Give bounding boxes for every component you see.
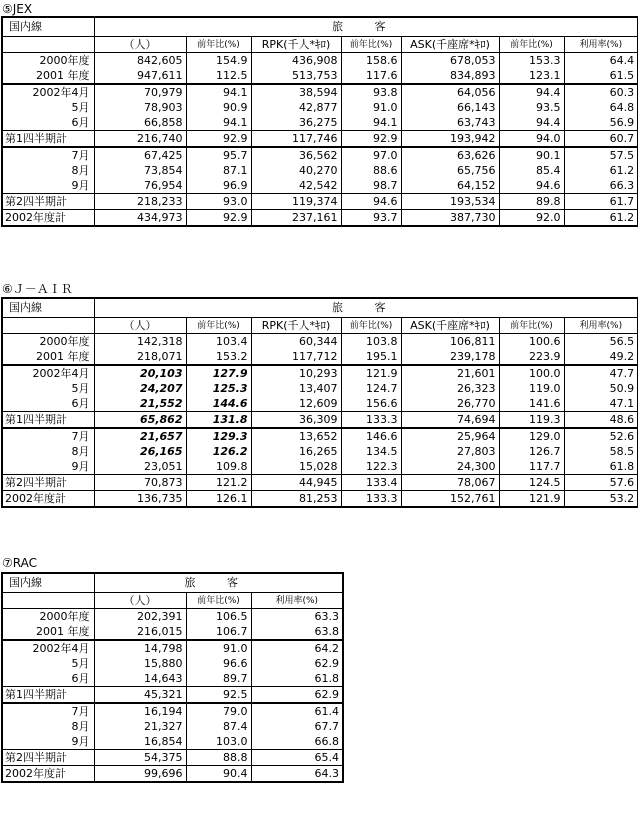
row-label: 第1四半期計 — [2, 412, 94, 429]
table-cell: 54,375 — [94, 750, 186, 766]
table-cell: 78,903 — [94, 100, 186, 115]
table-cell: 36,309 — [251, 412, 341, 429]
col-header: 前年比(%) — [341, 37, 401, 53]
table-row — [2, 178, 638, 194]
table-cell: 124.7 — [341, 381, 401, 396]
table-cell: 60.3 — [564, 84, 638, 100]
table-cell: 121.9 — [341, 365, 401, 381]
table-cell: 156.6 — [341, 396, 401, 412]
table-cell: 20,103 — [94, 365, 186, 381]
table-cell: 146.6 — [341, 428, 401, 444]
row-label: 6月 — [2, 396, 94, 412]
table-cell: 57.5 — [564, 147, 638, 163]
table-cell: 66.8 — [251, 734, 343, 750]
col-header: （人） — [94, 318, 186, 334]
table-cell: 142,318 — [94, 334, 186, 350]
table-cell: 79.0 — [186, 703, 251, 719]
table-row — [2, 131, 638, 148]
row-label: 2001 年度 — [2, 68, 94, 84]
row-label: 2001 年度 — [2, 624, 94, 640]
col-header: 前年比(%) — [186, 593, 251, 609]
table-cell: 21,601 — [401, 365, 499, 381]
table-row — [2, 349, 638, 365]
table-cell: 93.5 — [499, 100, 564, 115]
row-label: 7月 — [2, 147, 94, 163]
table-cell: 93.7 — [341, 210, 401, 227]
row-label: 2002年度計 — [2, 491, 94, 508]
table-cell: 98.7 — [341, 178, 401, 194]
table-cell: 15,880 — [94, 656, 186, 671]
table-cell: 195.1 — [341, 349, 401, 365]
table-cell: 136,735 — [94, 491, 186, 508]
table-cell: 237,161 — [251, 210, 341, 227]
col-header: 前年比(%) — [341, 318, 401, 334]
row-header: 国内線 — [2, 17, 94, 37]
table-cell: 92.9 — [341, 131, 401, 148]
row-label: 2000年度 — [2, 53, 94, 69]
table-cell: 126.7 — [499, 444, 564, 459]
row-label: 2000年度 — [2, 609, 94, 625]
col-header: RPK(千人*ｷﾛ) — [251, 318, 341, 334]
table-row — [2, 475, 638, 491]
section-title-rac: ⑦RAC — [2, 556, 37, 570]
row-label: 5月 — [2, 100, 94, 115]
table-cell: 126.2 — [186, 444, 251, 459]
table-cell: 94.1 — [341, 115, 401, 131]
row-header: 国内線 — [2, 573, 94, 593]
table-cell: 96.6 — [186, 656, 251, 671]
table-cell: 436,908 — [251, 53, 341, 69]
table-row — [2, 703, 343, 719]
table-cell: 92.9 — [186, 131, 251, 148]
row-label: 7月 — [2, 428, 94, 444]
col-header: RPK(千人*ｷﾛ) — [251, 37, 341, 53]
table-row — [2, 68, 638, 84]
table-row — [2, 609, 343, 625]
col-header: 前年比(%) — [499, 37, 564, 53]
row-label: 第2四半期計 — [2, 475, 94, 491]
table-cell: 61.7 — [564, 194, 638, 210]
table-cell: 131.8 — [186, 412, 251, 429]
table-cell: 218,233 — [94, 194, 186, 210]
table-cell: 42,542 — [251, 178, 341, 194]
table-row — [2, 396, 638, 412]
table-cell: 88.8 — [186, 750, 251, 766]
table-row — [2, 428, 638, 444]
table-cell: 121.2 — [186, 475, 251, 491]
table-row — [2, 163, 638, 178]
row-label: 第1四半期計 — [2, 687, 94, 704]
table-cell: 87.1 — [186, 163, 251, 178]
table-row — [2, 491, 638, 508]
table-cell: 16,265 — [251, 444, 341, 459]
table-cell: 67,425 — [94, 147, 186, 163]
row-label: 9月 — [2, 459, 94, 475]
table-cell: 15,028 — [251, 459, 341, 475]
row-label: 5月 — [2, 381, 94, 396]
table-row — [2, 734, 343, 750]
table-cell: 112.5 — [186, 68, 251, 84]
table-cell: 126.1 — [186, 491, 251, 508]
table-cell: 123.1 — [499, 68, 564, 84]
col-header: ASK(千座席*ｷﾛ) — [401, 37, 499, 53]
table-cell: 121.9 — [499, 491, 564, 508]
row-label: 2002年度計 — [2, 766, 94, 783]
table-cell: 117.7 — [499, 459, 564, 475]
table-cell: 63,626 — [401, 147, 499, 163]
row-label: 2002年4月 — [2, 84, 94, 100]
table-cell: 119.0 — [499, 381, 564, 396]
table-cell: 842,605 — [94, 53, 186, 69]
table-cell: 66,858 — [94, 115, 186, 131]
table-cell: 27,803 — [401, 444, 499, 459]
table-cell: 60.7 — [564, 131, 638, 148]
row-header: 国内線 — [2, 298, 94, 318]
table-cell: 64,056 — [401, 84, 499, 100]
table-cell: 61.2 — [564, 163, 638, 178]
table-row — [2, 412, 638, 429]
table-cell: 153.3 — [499, 53, 564, 69]
table-row — [2, 624, 343, 640]
col-header: 利用率(%) — [251, 593, 343, 609]
table-row — [2, 365, 638, 381]
table-cell: 124.5 — [499, 475, 564, 491]
table-cell: 103.0 — [186, 734, 251, 750]
table-cell: 58.5 — [564, 444, 638, 459]
table-cell: 36,562 — [251, 147, 341, 163]
row-label: 2001 年度 — [2, 349, 94, 365]
table-cell: 513,753 — [251, 68, 341, 84]
table-cell: 61.2 — [564, 210, 638, 227]
table-row — [2, 53, 638, 69]
table-cell: 76,954 — [94, 178, 186, 194]
table-cell: 13,407 — [251, 381, 341, 396]
table-cell: 21,327 — [94, 719, 186, 734]
row-label: 2000年度 — [2, 334, 94, 350]
table-cell: 24,207 — [94, 381, 186, 396]
table-cell: 67.7 — [251, 719, 343, 734]
table-cell: 106.5 — [186, 609, 251, 625]
table-cell: 91.0 — [186, 640, 251, 656]
rac-table — [1, 572, 344, 783]
table-cell: 94.6 — [499, 178, 564, 194]
table-cell: 92.5 — [186, 687, 251, 704]
table-cell: 90.1 — [499, 147, 564, 163]
table-cell: 74,694 — [401, 412, 499, 429]
table-row — [2, 210, 638, 227]
table-cell: 94.6 — [341, 194, 401, 210]
table-cell: 64,152 — [401, 178, 499, 194]
table-cell: 62.9 — [251, 656, 343, 671]
table-cell: 193,534 — [401, 194, 499, 210]
table-cell: 45,321 — [94, 687, 186, 704]
row-label: 第1四半期計 — [2, 131, 94, 148]
row-label: 8月 — [2, 163, 94, 178]
row-label: 7月 — [2, 703, 94, 719]
table-cell: 63.3 — [251, 609, 343, 625]
table-cell: 42,877 — [251, 100, 341, 115]
row-label: 第2四半期計 — [2, 194, 94, 210]
table-cell: 61.8 — [564, 459, 638, 475]
table-cell: 97.0 — [341, 147, 401, 163]
table-cell: 62.9 — [251, 687, 343, 704]
col-header: （人） — [94, 593, 186, 609]
table-cell: 65,756 — [401, 163, 499, 178]
row-label: 8月 — [2, 719, 94, 734]
table-cell: 90.9 — [186, 100, 251, 115]
row-label: 8月 — [2, 444, 94, 459]
table-row — [2, 115, 638, 131]
table-cell: 216,015 — [94, 624, 186, 640]
col-header: （人） — [94, 37, 186, 53]
table-cell: 93.8 — [341, 84, 401, 100]
table-cell: 44,945 — [251, 475, 341, 491]
table-row — [2, 656, 343, 671]
row-label: 6月 — [2, 115, 94, 131]
table-cell: 21,657 — [94, 428, 186, 444]
table-cell: 66,143 — [401, 100, 499, 115]
table-cell: 66.3 — [564, 178, 638, 194]
table-cell: 61.8 — [251, 671, 343, 687]
table-cell: 89.7 — [186, 671, 251, 687]
table-cell: 10,293 — [251, 365, 341, 381]
table-cell: 152,761 — [401, 491, 499, 508]
table-cell: 387,730 — [401, 210, 499, 227]
table-cell: 90.4 — [186, 766, 251, 783]
table-cell: 91.0 — [341, 100, 401, 115]
row-label: 6月 — [2, 671, 94, 687]
table-cell: 94.0 — [499, 131, 564, 148]
table-cell: 117,712 — [251, 349, 341, 365]
table-cell: 127.9 — [186, 365, 251, 381]
table-cell: 13,652 — [251, 428, 341, 444]
table-cell: 117.6 — [341, 68, 401, 84]
table-row — [2, 459, 638, 475]
table-cell: 202,391 — [94, 609, 186, 625]
row-label: 5月 — [2, 656, 94, 671]
table-cell: 53.2 — [564, 491, 638, 508]
table-cell: 47.1 — [564, 396, 638, 412]
table-cell: 122.3 — [341, 459, 401, 475]
table-cell: 218,071 — [94, 349, 186, 365]
col-header: 利用率(%) — [564, 37, 638, 53]
table-cell: 61.5 — [564, 68, 638, 84]
section-title-jair: ⑥Ｊ－ＡＩＲ — [2, 282, 73, 296]
table-row — [2, 334, 638, 350]
table-cell: 78,067 — [401, 475, 499, 491]
table-row — [2, 147, 638, 163]
table-cell: 94.4 — [499, 84, 564, 100]
table-cell: 50.9 — [564, 381, 638, 396]
table-cell: 141.6 — [499, 396, 564, 412]
table-cell: 216,740 — [94, 131, 186, 148]
table-cell: 64.3 — [251, 766, 343, 783]
table-row — [2, 444, 638, 459]
group-header: 旅 客 — [94, 17, 638, 37]
table-row — [2, 750, 343, 766]
table-cell: 134.5 — [341, 444, 401, 459]
table-cell: 65,862 — [94, 412, 186, 429]
table-cell: 434,973 — [94, 210, 186, 227]
table-cell: 40,270 — [251, 163, 341, 178]
table-cell: 103.4 — [186, 334, 251, 350]
table-cell: 133.4 — [341, 475, 401, 491]
table-cell: 92.9 — [186, 210, 251, 227]
table-cell: 96.9 — [186, 178, 251, 194]
table-cell: 223.9 — [499, 349, 564, 365]
row-label: 2002年度計 — [2, 210, 94, 227]
table-cell: 63,743 — [401, 115, 499, 131]
row-label: 9月 — [2, 178, 94, 194]
table-row — [2, 671, 343, 687]
table-cell: 119.3 — [499, 412, 564, 429]
table-cell: 64.8 — [564, 100, 638, 115]
table-cell: 14,643 — [94, 671, 186, 687]
table-cell: 57.6 — [564, 475, 638, 491]
row-label: 2002年4月 — [2, 640, 94, 656]
table-cell: 12,609 — [251, 396, 341, 412]
table-cell: 56.9 — [564, 115, 638, 131]
table-cell: 125.3 — [186, 381, 251, 396]
table-cell: 193,942 — [401, 131, 499, 148]
table-cell: 48.6 — [564, 412, 638, 429]
table-cell: 47.7 — [564, 365, 638, 381]
table-cell: 24,300 — [401, 459, 499, 475]
col-header: ASK(千座席*ｷﾛ) — [401, 318, 499, 334]
table-cell: 65.4 — [251, 750, 343, 766]
table-cell: 239,178 — [401, 349, 499, 365]
table-cell: 99,696 — [94, 766, 186, 783]
table-row — [2, 194, 638, 210]
col-header: 前年比(%) — [499, 318, 564, 334]
table-cell: 103.8 — [341, 334, 401, 350]
table-row — [2, 719, 343, 734]
col-header: 利用率(%) — [564, 318, 638, 334]
table-cell: 87.4 — [186, 719, 251, 734]
table-cell: 947,611 — [94, 68, 186, 84]
jair-table — [1, 297, 638, 508]
table-cell: 106,811 — [401, 334, 499, 350]
table-cell: 61.4 — [251, 703, 343, 719]
section-title-jex: ⑤JEX — [2, 2, 33, 16]
table-cell: 109.8 — [186, 459, 251, 475]
table-cell: 94.4 — [499, 115, 564, 131]
table-row — [2, 100, 638, 115]
table-cell: 94.1 — [186, 115, 251, 131]
table-cell: 64.2 — [251, 640, 343, 656]
table-cell: 21,552 — [94, 396, 186, 412]
table-cell: 106.7 — [186, 624, 251, 640]
table-cell: 26,323 — [401, 381, 499, 396]
table-cell: 60,344 — [251, 334, 341, 350]
table-row — [2, 766, 343, 783]
table-cell: 63.8 — [251, 624, 343, 640]
table-cell: 95.7 — [186, 147, 251, 163]
table-cell: 129.0 — [499, 428, 564, 444]
table-cell: 834,893 — [401, 68, 499, 84]
table-cell: 49.2 — [564, 349, 638, 365]
table-cell: 154.9 — [186, 53, 251, 69]
table-cell: 93.0 — [186, 194, 251, 210]
table-cell: 70,979 — [94, 84, 186, 100]
row-label: 第2四半期計 — [2, 750, 94, 766]
table-cell: 25,964 — [401, 428, 499, 444]
table-cell: 153.2 — [186, 349, 251, 365]
table-cell: 64.4 — [564, 53, 638, 69]
row-label: 2002年4月 — [2, 365, 94, 381]
table-cell: 117,746 — [251, 131, 341, 148]
table-cell: 89.8 — [499, 194, 564, 210]
table-cell: 26,165 — [94, 444, 186, 459]
table-cell: 26,770 — [401, 396, 499, 412]
table-cell: 73,854 — [94, 163, 186, 178]
table-cell: 100.0 — [499, 365, 564, 381]
table-cell: 56.5 — [564, 334, 638, 350]
table-row — [2, 84, 638, 100]
table-cell: 100.6 — [499, 334, 564, 350]
table-cell: 16,854 — [94, 734, 186, 750]
table-cell: 678,053 — [401, 53, 499, 69]
table-cell: 119,374 — [251, 194, 341, 210]
table-cell: 92.0 — [499, 210, 564, 227]
table-cell: 129.3 — [186, 428, 251, 444]
table-cell: 133.3 — [341, 491, 401, 508]
table-row — [2, 640, 343, 656]
table-cell: 23,051 — [94, 459, 186, 475]
col-header: 前年比(%) — [186, 37, 251, 53]
table-cell: 16,194 — [94, 703, 186, 719]
table-cell: 144.6 — [186, 396, 251, 412]
jex-table — [1, 16, 638, 227]
table-row — [2, 687, 343, 704]
table-cell: 133.3 — [341, 412, 401, 429]
table-cell: 94.1 — [186, 84, 251, 100]
table-cell: 85.4 — [499, 163, 564, 178]
table-cell: 158.6 — [341, 53, 401, 69]
table-row — [2, 381, 638, 396]
table-cell: 38,594 — [251, 84, 341, 100]
col-header: 前年比(%) — [186, 318, 251, 334]
group-header: 旅 客 — [94, 298, 638, 318]
table-cell: 81,253 — [251, 491, 341, 508]
table-cell: 14,798 — [94, 640, 186, 656]
table-cell: 88.6 — [341, 163, 401, 178]
row-label: 9月 — [2, 734, 94, 750]
table-cell: 36,275 — [251, 115, 341, 131]
group-header: 旅 客 — [94, 573, 343, 593]
table-cell: 70,873 — [94, 475, 186, 491]
table-cell: 52.6 — [564, 428, 638, 444]
